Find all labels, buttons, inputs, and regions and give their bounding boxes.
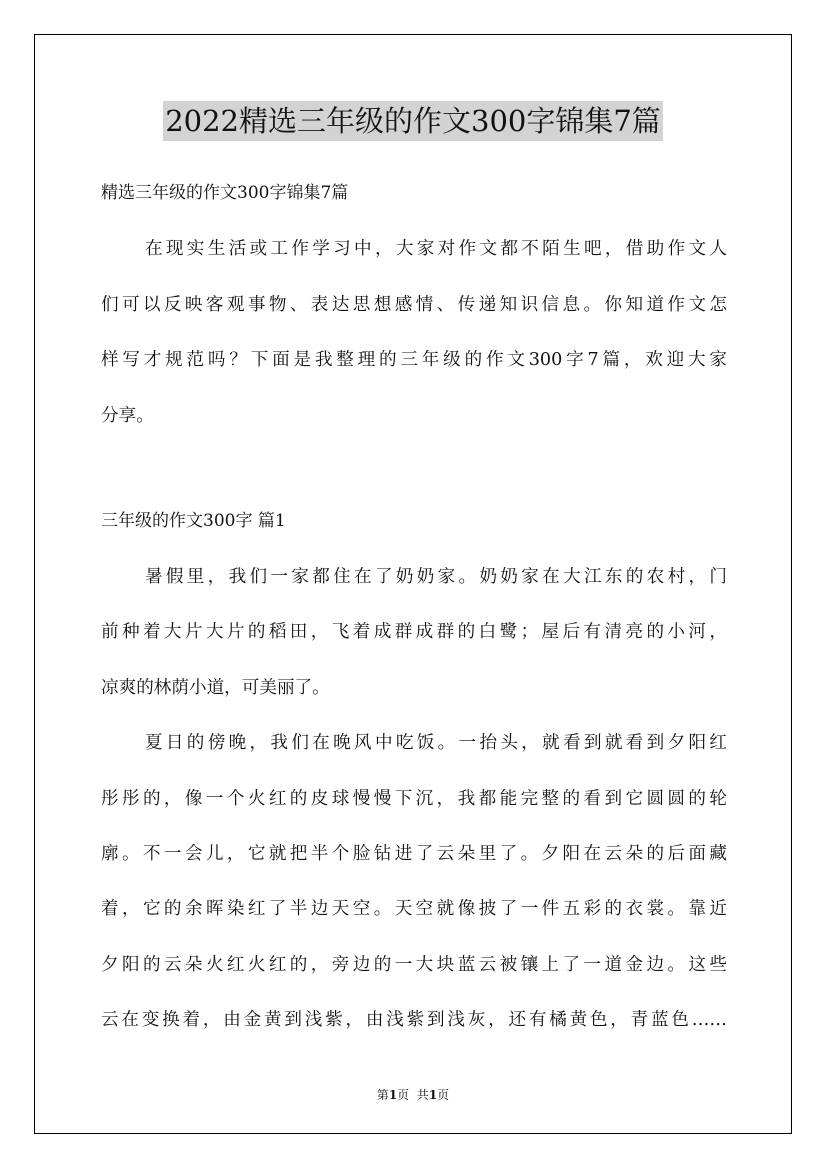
essay1-para1-line-1: 暑假里，我们一家都住在了奶奶家。奶奶家在大江东的农村，门 — [145, 567, 727, 587]
footer-mid: 页 共 — [397, 1088, 429, 1102]
footer-prefix: 第 — [376, 1088, 389, 1102]
intro-line-2: 们可以反映客观事物、表达思想感情、传递知识信息。你知道作文怎 — [101, 295, 727, 315]
intro-line-1: 在现实生活或工作学习中，大家对作文都不陌生吧，借助作文人 — [145, 239, 727, 259]
footer-suffix: 页 — [437, 1088, 450, 1102]
document-title: 2022精选三年级的作文300字锦集7篇 — [163, 101, 663, 141]
intro-line-4: 分享。 — [101, 406, 154, 426]
page-footer — [35, 1087, 791, 1103]
title-wrap — [35, 101, 791, 141]
document-page — [34, 34, 792, 1134]
essay1-para2-line-2: 彤彤的，像一个火红的皮球慢慢下沉，我都能完整的看到它圆圆的轮 — [101, 789, 727, 809]
essay1-para2-line-1: 夏日的傍晚，我们在晚风中吃饭。一抬头，就看到就看到夕阳红 — [145, 733, 727, 753]
essay1-para2-line-3: 廓。不一会儿，它就把半个脸钻进了云朵里了。夕阳在云朵的后面藏 — [101, 844, 727, 864]
essay1-para2-line-5: 夕阳的云朵火红火红的，旁边的一大块蓝云被镶上了一道金边。这些 — [101, 955, 727, 975]
essay1-para2-line-4: 着，它的余晖染红了半边天空。天空就像披了一件五彩的衣裳。靠近 — [101, 899, 727, 919]
intro-heading: 精选三年级的作文300字锦集7篇 — [101, 183, 349, 203]
intro-line-3: 样写才规范吗？下面是我整理的三年级的作文300字7篇，欢迎大家 — [101, 350, 727, 370]
essay1-heading: 三年级的作文300字 篇1 — [101, 511, 286, 531]
essay1-para1-line-2: 前种着大片大片的稻田，飞着成群成群的白鹭；屋后有清亮的小河， — [101, 622, 727, 642]
essay1-para1-line-3: 凉爽的林荫小道，可美丽了。 — [101, 678, 330, 698]
footer-total-pages: 1 — [428, 1088, 438, 1102]
essay1-para2-line-6: 云在变换着，由金黄到浅紫，由浅紫到浅灰，还有橘黄色，青蓝色…… — [101, 1010, 727, 1030]
footer-page-number: 1 — [388, 1088, 398, 1102]
